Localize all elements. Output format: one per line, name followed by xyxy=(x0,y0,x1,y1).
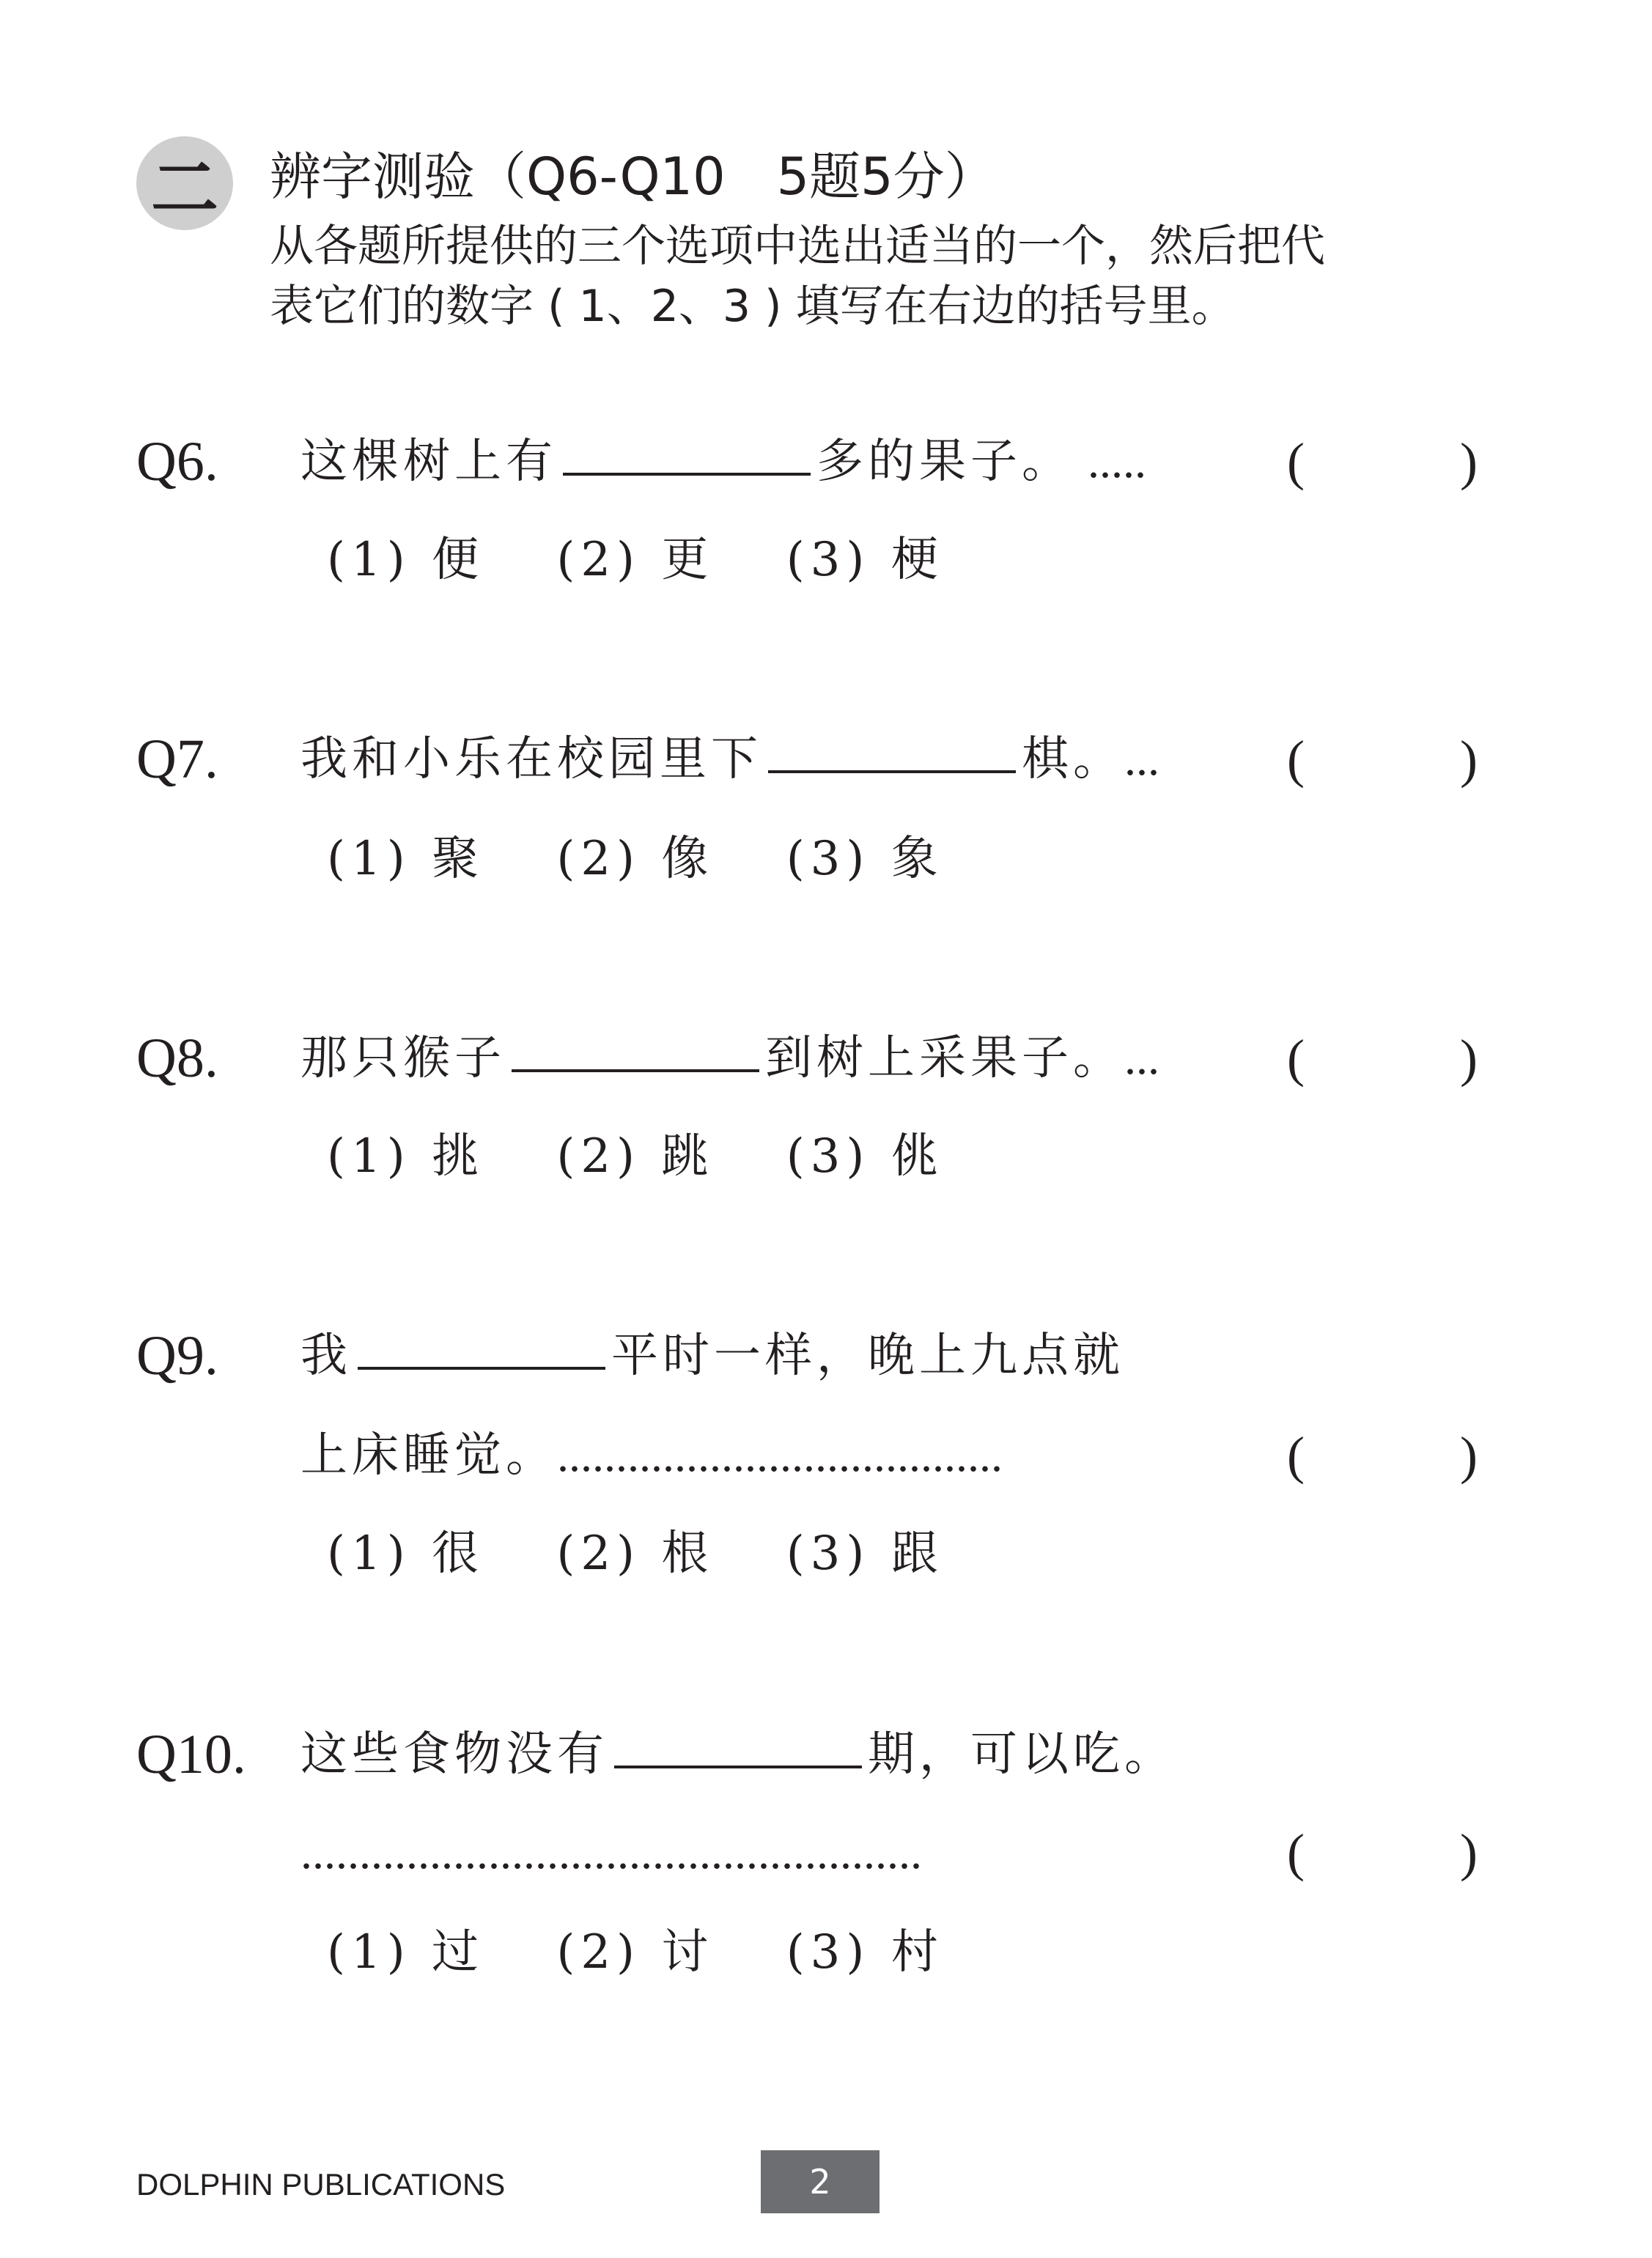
answer-paren-close: ) xyxy=(1460,1426,1478,1485)
question-text-continued xyxy=(300,1419,1003,1492)
answer-paren-open: ( xyxy=(1287,730,1305,789)
answer-paren-open: ( xyxy=(1287,1426,1305,1485)
options-row xyxy=(327,523,1001,597)
question-text-pre: 这些食物没有 xyxy=(300,1727,608,1782)
instruction-line-2: 表它们的数字 ( 1、2、3 ) 填写在右边的括号里。 xyxy=(270,281,1236,332)
section-badge: 二 xyxy=(136,136,233,230)
answer-blank xyxy=(563,473,811,476)
option-2: (2) 像 xyxy=(556,832,715,886)
question-text-post: 多的果子。 xyxy=(816,435,1073,489)
options-row xyxy=(327,1517,1001,1590)
option-2: (2) 根 xyxy=(556,1527,715,1581)
answer-paren-close: ) xyxy=(1460,730,1478,789)
answer-paren-close: ) xyxy=(1460,432,1478,491)
leader-dots: ...................................... xyxy=(557,1429,1003,1481)
options-row xyxy=(327,1120,1001,1193)
options-row xyxy=(327,822,1001,896)
answer-blank xyxy=(358,1367,605,1370)
answer-blank xyxy=(768,770,1016,773)
option-3: (3) 象 xyxy=(786,832,944,886)
question-text-pre: 那只猴子 xyxy=(300,1031,506,1085)
question-text xyxy=(300,723,1159,796)
question-text-continued xyxy=(300,1816,922,1889)
answer-paren-open: ( xyxy=(1287,1029,1305,1088)
question-text xyxy=(300,1022,1159,1095)
publisher-name: DOLPHIN PUBLICATIONS xyxy=(136,2167,506,2202)
question-text-pre: 我 xyxy=(300,1329,352,1383)
option-1: (1) 挑 xyxy=(327,1129,484,1184)
instruction-line-1: 从各题所提供的三个选项中选出适当的一个，然后把代 xyxy=(270,221,1325,272)
question-text-pre: 这棵树上有 xyxy=(300,435,557,489)
option-1: (1) 过 xyxy=(327,1925,484,1980)
question-number: Q8. xyxy=(136,1027,218,1089)
option-1: (1) 很 xyxy=(327,1527,484,1581)
option-2: (2) 跳 xyxy=(556,1129,715,1184)
question-number: Q10. xyxy=(136,1724,246,1785)
question-text-pre: 我和小乐在校园里下 xyxy=(300,732,762,786)
leader-dots: ..................................................... xyxy=(300,1826,922,1878)
option-3: (3) 梗 xyxy=(786,533,944,587)
question-text-post: 棋。 xyxy=(1022,732,1124,786)
answer-paren-open: ( xyxy=(1287,432,1305,491)
answer-paren-close: ) xyxy=(1460,1029,1478,1088)
answer-blank xyxy=(512,1069,759,1072)
question-text xyxy=(300,425,1146,498)
option-2: (2) 更 xyxy=(556,533,715,587)
leader-dots: ... xyxy=(1124,733,1159,785)
question-text-post: 到树上采果子。 xyxy=(765,1031,1124,1085)
answer-paren-close: ) xyxy=(1460,1823,1478,1882)
option-1: (1) 聚 xyxy=(327,832,484,886)
section-title: 辨字测验（Q6-Q10 5题5分） xyxy=(270,147,996,207)
question-text xyxy=(300,1319,1124,1392)
option-3: (3) 佻 xyxy=(786,1129,944,1184)
leader-dots: ..... xyxy=(1088,435,1146,487)
question-text-pre: 上床睡觉。 xyxy=(300,1428,557,1483)
question-text-post: 期，可以吃。 xyxy=(868,1727,1176,1782)
question-text-post: 平时一样，晚上九点就 xyxy=(611,1329,1124,1383)
question-text xyxy=(300,1718,1176,1791)
option-3: (3) 村 xyxy=(786,1925,944,1980)
option-2: (2) 讨 xyxy=(556,1925,715,1980)
option-1: (1) 便 xyxy=(327,533,484,587)
option-3: (3) 跟 xyxy=(786,1527,944,1581)
question-number: Q6. xyxy=(136,431,218,492)
answer-paren-open: ( xyxy=(1287,1823,1305,1882)
leader-dots: ... xyxy=(1124,1032,1159,1084)
page-number: 2 xyxy=(761,2150,880,2213)
question-number: Q7. xyxy=(136,728,218,790)
answer-blank xyxy=(614,1766,862,1768)
question-number: Q9. xyxy=(136,1325,218,1387)
options-row xyxy=(327,1916,1001,1989)
